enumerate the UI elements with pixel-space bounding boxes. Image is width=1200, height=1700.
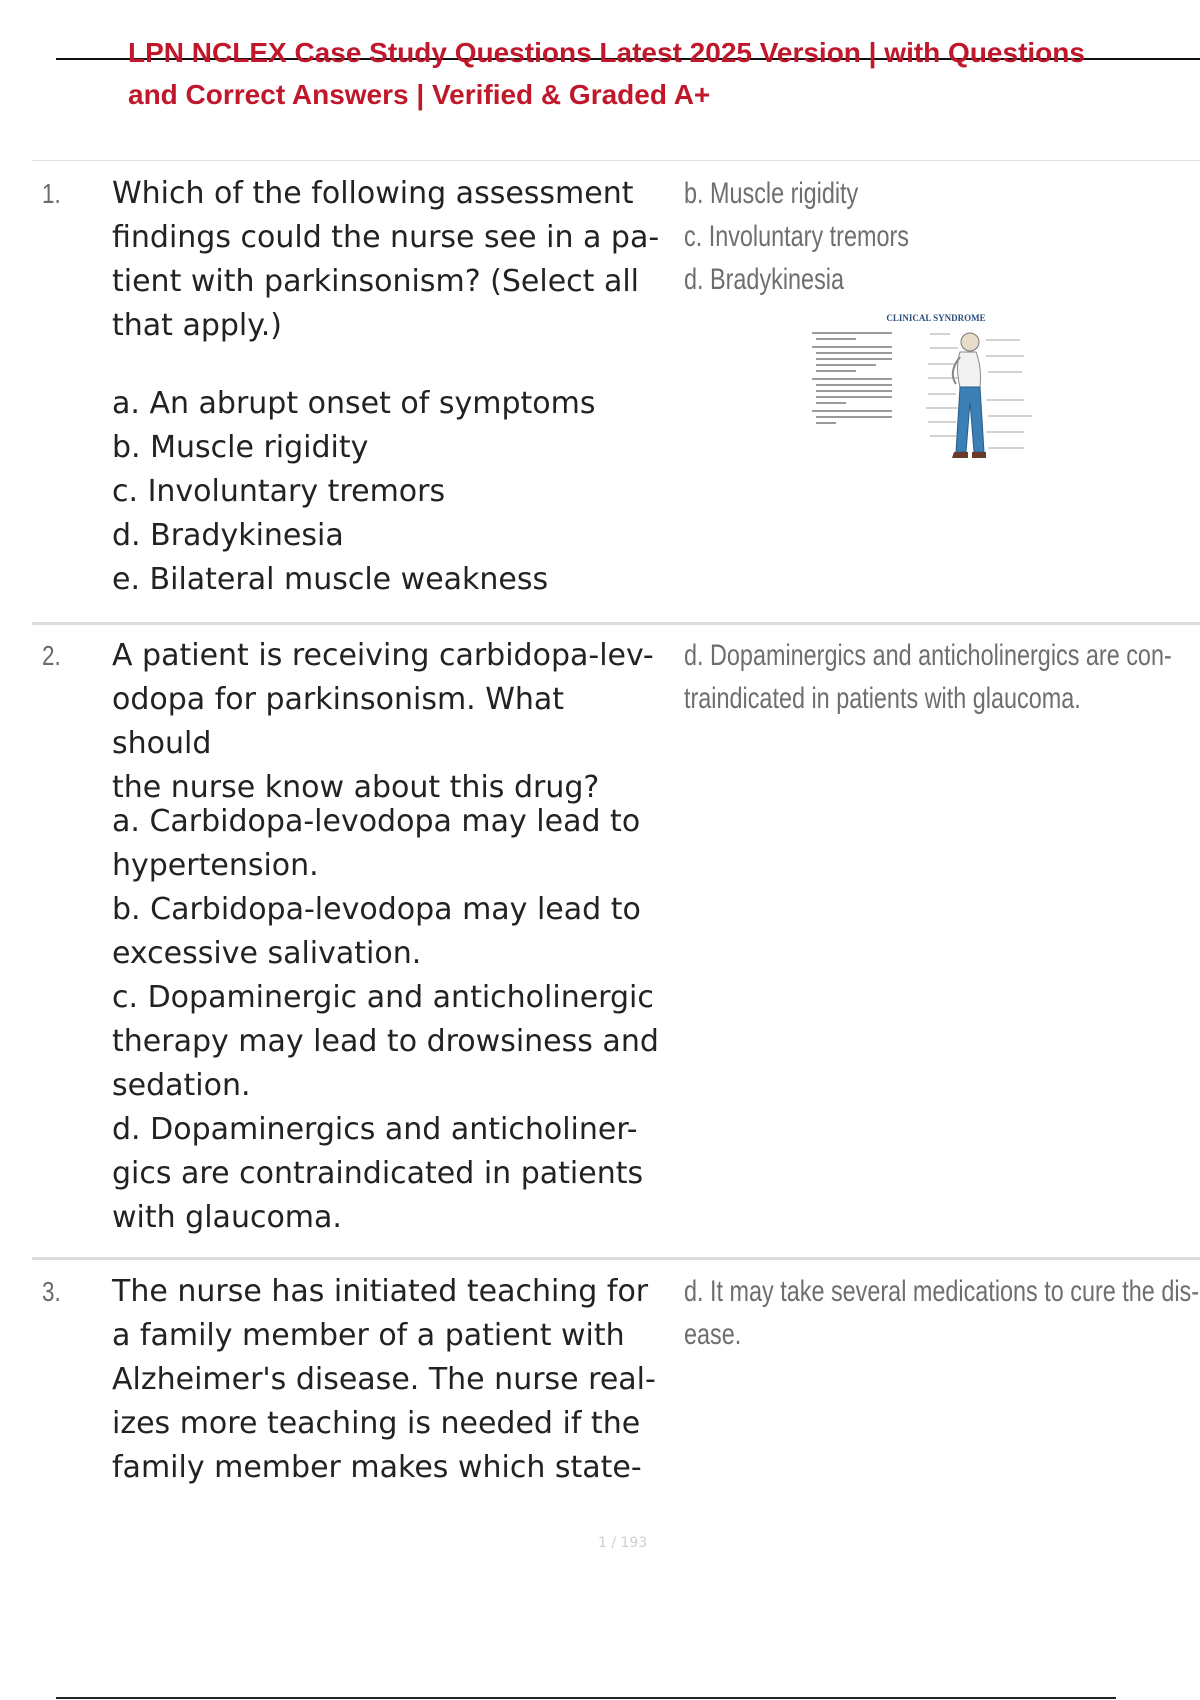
document-title <box>128 32 1200 116</box>
answer-line: c. Involuntary tremors <box>684 220 909 253</box>
parkinson-posture-icon <box>952 333 986 458</box>
question-line: A patient is receiving carbidopa-lev- <box>112 638 654 673</box>
clinical-syndrome-figure <box>810 312 1050 482</box>
question-text <box>112 634 672 810</box>
figure-text-block <box>812 332 892 424</box>
footer-rule <box>56 1697 1116 1699</box>
question-divider <box>32 622 1200 625</box>
question-text <box>112 172 672 348</box>
question-line: The nurse has initiated teaching for <box>112 1274 649 1309</box>
answer-line: d. It may take several medications to cure the dis- <box>684 1275 1200 1308</box>
option: d. Dopaminergics and anticholiner- <box>112 1112 638 1147</box>
question-line: the nurse know about this drug? <box>112 770 600 805</box>
option: e. Bilateral muscle weakness <box>112 562 549 597</box>
answer-line: d. Dopaminergics and anticholinergics are con- <box>684 639 1172 672</box>
page-indicator: 1 / 193 <box>598 1535 648 1551</box>
option: d. Bradykinesia <box>112 518 344 553</box>
question-line: a family member of a patient with <box>112 1318 625 1353</box>
question-line: izes more teaching is needed if the <box>112 1406 641 1441</box>
figure-title: CLINICAL SYNDROME <box>886 313 986 323</box>
answer-line: ease. <box>684 1318 742 1351</box>
option: c. Involuntary tremors <box>112 474 446 509</box>
answer <box>684 172 909 301</box>
title-line-2: and Correct Answers | Verified & Graded A+ <box>128 79 711 110</box>
question-line: that apply.) <box>112 308 282 343</box>
option: a. Carbidopa-levodopa may lead to <box>112 804 641 839</box>
question-number: 1. <box>42 178 61 209</box>
question-number: 2. <box>42 640 61 671</box>
answer <box>684 634 1172 720</box>
option: gics are contraindicated in patients <box>112 1156 644 1191</box>
option: sedation. <box>112 1068 251 1103</box>
question-line: family member makes which state- <box>112 1450 642 1485</box>
option-list <box>112 382 672 602</box>
title-line-1: LPN NCLEX Case Study Questions Latest 2025 Version | with Questions <box>128 37 1085 68</box>
question-line: tient with parkinsonism? (Select all <box>112 264 640 299</box>
option-list <box>112 800 672 1240</box>
question-line: findings could the nurse see in a pa- <box>112 220 660 255</box>
answer-line: b. Muscle rigidity <box>684 177 859 210</box>
option: therapy may lead to drowsiness and <box>112 1024 659 1059</box>
question-line: Alzheimer's disease. The nurse real- <box>112 1362 656 1397</box>
section-divider <box>32 160 1200 161</box>
option: b. Muscle rigidity <box>112 430 369 465</box>
question-number: 3. <box>42 1276 61 1307</box>
answer-line: traindicated in patients with glaucoma. <box>684 682 1081 715</box>
option: excessive salivation. <box>112 936 422 971</box>
option: a. An abrupt onset of symptoms <box>112 386 596 421</box>
question-text <box>112 1270 672 1490</box>
answer <box>684 1270 1199 1356</box>
question-line: odopa for parkinsonism. What should <box>112 682 565 761</box>
answer-line: d. Bradykinesia <box>684 263 844 296</box>
option: hypertension. <box>112 848 319 883</box>
question-divider <box>32 1257 1200 1260</box>
option: b. Carbidopa-levodopa may lead to <box>112 892 641 927</box>
question-line: Which of the following assessment <box>112 176 634 211</box>
option: c. Dopaminergic and anticholinergic <box>112 980 654 1015</box>
option: with glaucoma. <box>112 1200 342 1235</box>
